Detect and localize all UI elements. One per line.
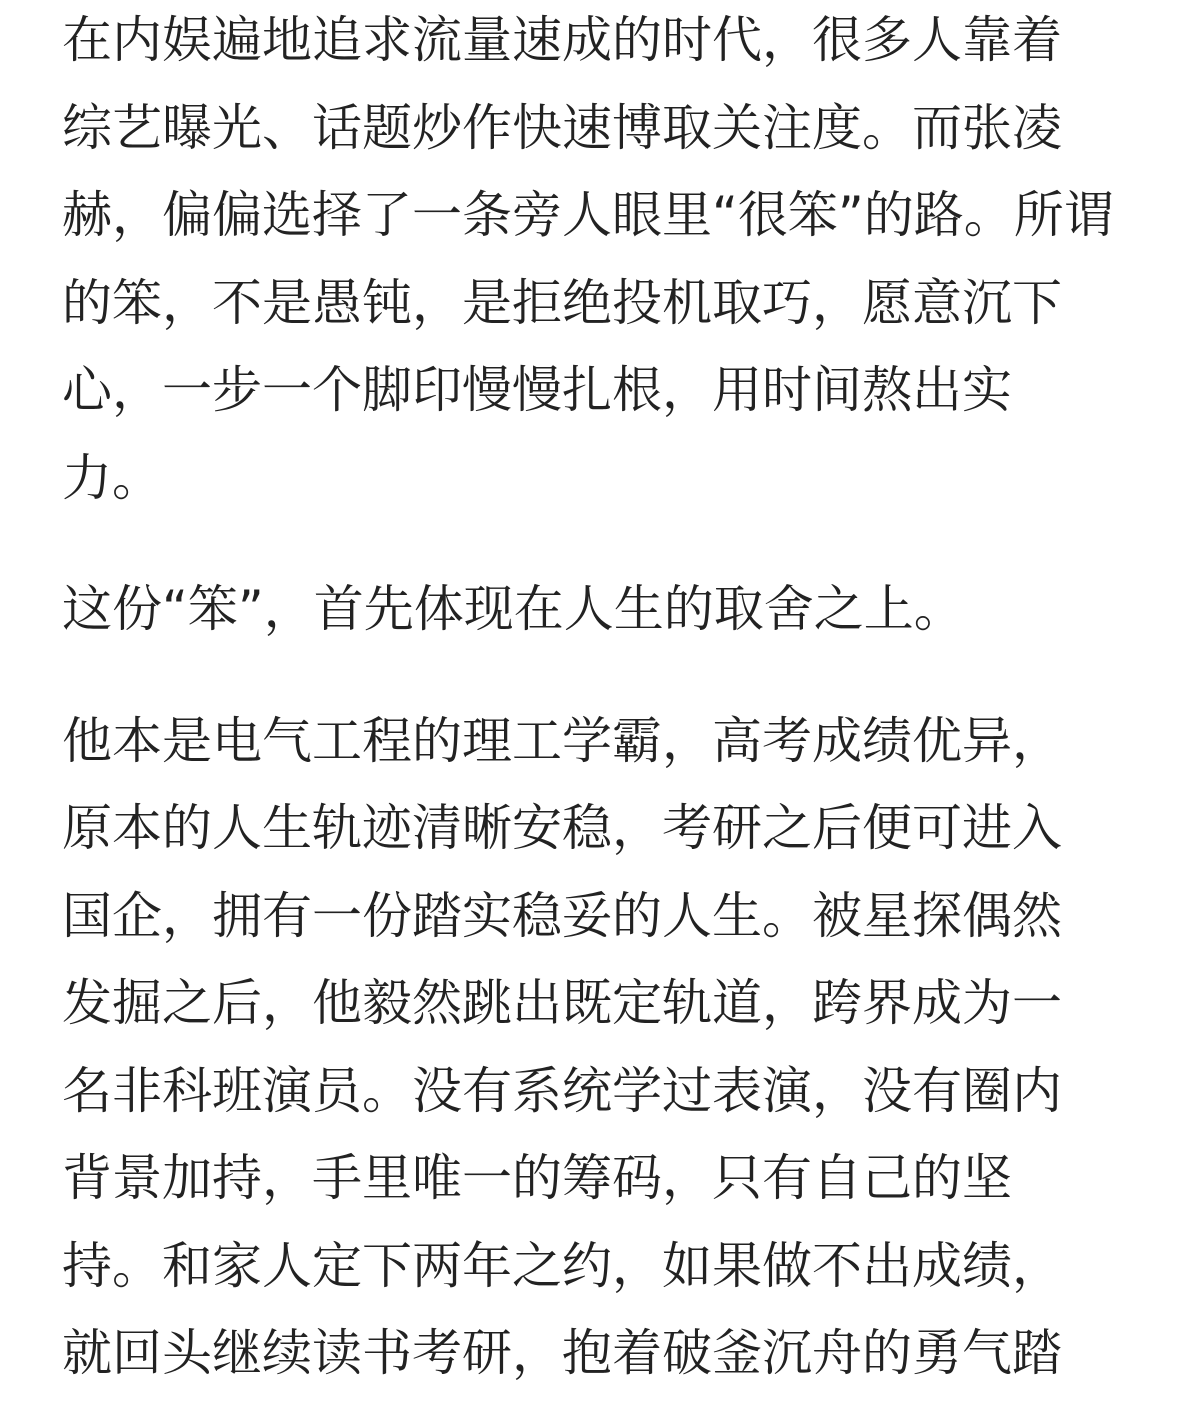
text-line: 心，一步一个脚印慢慢扎根，用时间熬出实 <box>62 361 1012 419</box>
text-line: 背景加持，手里唯一的筹码，只有自己的坚 <box>62 1149 1012 1207</box>
text-line: 名非科班演员。没有系统学过表演，没有圈内 <box>62 1061 1062 1120</box>
text-line: 发掘之后，他毅然跳出既定轨道，跨界成为一 <box>62 974 1062 1032</box>
paragraph <box>62 566 1122 654</box>
paragraph-gap <box>62 522 1122 566</box>
text-line: 国企，拥有一份踏实稳妥的人生。被星探偶然 <box>62 886 1062 945</box>
text-line: 的笨，不是愚钝，是拒绝投机取巧，愿意沉下 <box>62 273 1062 332</box>
text-line: 力。 <box>62 448 162 507</box>
text-line: 这份“笨”，首先体现在人生的取舍之上。 <box>62 580 964 638</box>
text-line: 赫，偏偏选择了一条旁人眼里“很笨”的路。所谓 <box>62 186 1114 244</box>
text-line: 他本是电气工程的理工学霸，高考成绩优异， <box>62 711 1062 770</box>
paragraph-gap <box>62 654 1122 698</box>
text-line: 就回头继续读书考研，抱着破釜沉舟的勇气踏 <box>62 1324 1062 1382</box>
paragraph <box>62 698 1122 1398</box>
article-body <box>62 0 1122 1398</box>
text-line: 综艺曝光、话题炒作快速博取关注度。而张凌 <box>62 98 1062 157</box>
text-line: 原本的人生轨迹清晰安稳，考研之后便可进入 <box>62 799 1062 857</box>
text-line: 持。和家人定下两年之约，如果做不出成绩， <box>62 1236 1062 1295</box>
text-line: 在内娱遍地追求流量速成的时代，很多人靠着 <box>62 11 1062 69</box>
paragraph <box>62 0 1122 522</box>
